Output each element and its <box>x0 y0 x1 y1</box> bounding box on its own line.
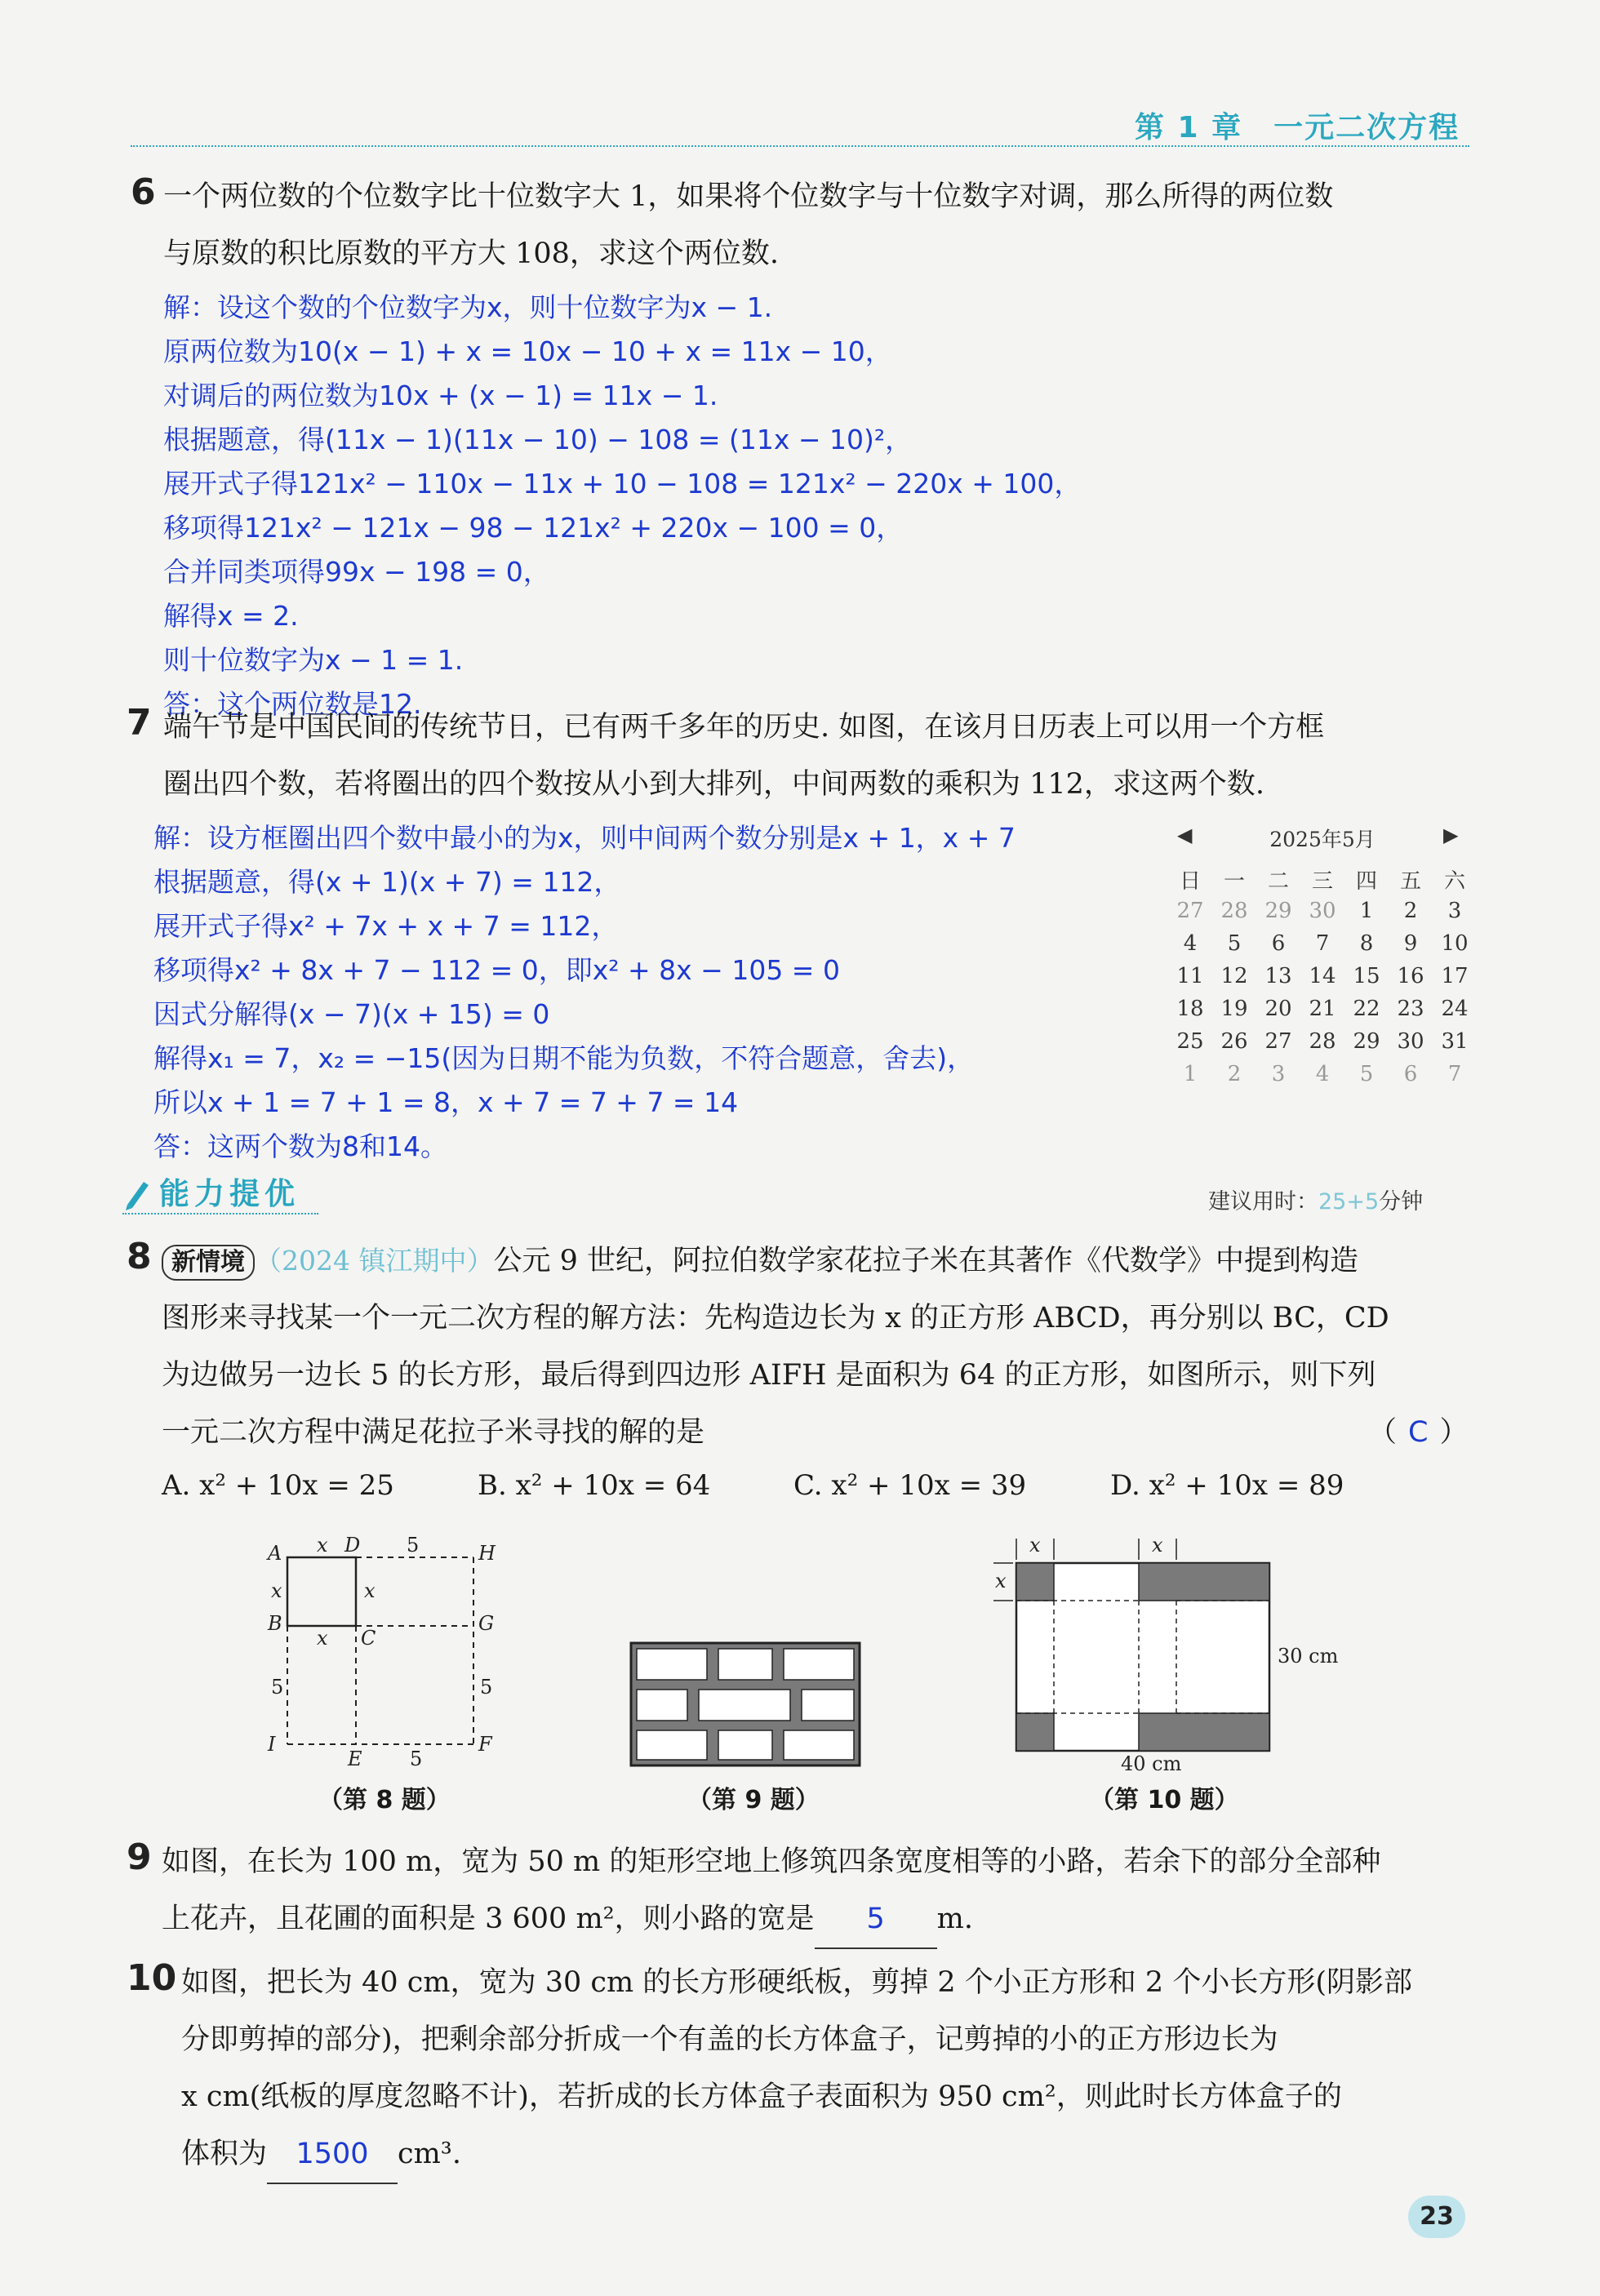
new-situation-badge: 新情境 <box>162 1245 255 1281</box>
calendar-day: 23 <box>1397 997 1424 1021</box>
calendar-day: 5 <box>1359 1062 1374 1086</box>
q8-text-line1-body: 公元 9 世纪，阿拉伯数学家花拉子米在其著作《代数学》中提到构造 <box>493 1245 1359 1277</box>
fig8-label: G <box>478 1612 495 1635</box>
q6-answer-line: 展开式子得121x² − 110x − 11x + 10 − 108 = 121x² − 220x + 100， <box>163 468 1082 500</box>
calendar-day: 9 <box>1403 931 1418 956</box>
calendar-weekday: 五 <box>1399 869 1421 894</box>
calendar-day: 2 <box>1227 1062 1242 1086</box>
q8-choice-c: C. x² + 10x = 39 <box>793 1469 1027 1502</box>
q10-text-line4 <box>181 2125 461 2184</box>
calendar-day: 27 <box>1176 899 1204 923</box>
fig8-label: 5 <box>407 1534 420 1557</box>
figure-10 <box>984 1522 1339 1775</box>
q8-answer-bracket <box>1368 1404 1468 1461</box>
q7-answer-line: 解：设方框圈出四个数中最小的为x，则中间两个数分别是x + 1，x + 7 <box>153 822 1016 854</box>
q6-answer-line: 解：设这个数的个位数字为x，则十位数字为x − 1. <box>163 291 773 323</box>
calendar-weekday: 三 <box>1311 869 1333 894</box>
q8-text-line2: 图形来寻找某一个一元二次方程的解方法：先构造边长为 x 的正方形 ABCD，再分别以 BC，CD <box>162 1302 1389 1335</box>
calendar-day: 21 <box>1309 997 1336 1021</box>
fig8-label: 5 <box>271 1676 284 1699</box>
figure-9 <box>629 1641 865 1771</box>
fig8-label: x <box>317 1627 328 1650</box>
calendar-day: 14 <box>1309 964 1336 988</box>
q9-answer-blank: 5 <box>815 1890 937 1949</box>
calendar-day: 19 <box>1220 997 1248 1021</box>
fig8-label: x <box>317 1534 328 1557</box>
calendar-day: 5 <box>1227 931 1242 956</box>
q6-number: 6 <box>131 171 156 213</box>
calendar-day: 6 <box>1403 1062 1418 1086</box>
q10-text-line1: 如图，把长为 40 cm，宽为 30 cm 的长方形硬纸板，剪掉 2 个小正方形和 2 个小长方形(阴影部 <box>181 1966 1412 1999</box>
q7-text-line1: 端午节是中国民间的传统节日，已有两千多年的历史. 如图，在该月日历表上可以用一个方框 <box>163 711 1325 744</box>
fig8-label: 5 <box>410 1748 423 1770</box>
fig10-width-label: 40 cm <box>1121 1752 1182 1775</box>
q6-text-line2: 与原数的积比原数的平方大 108，求这个两位数. <box>163 238 780 270</box>
fig8-label: 5 <box>480 1676 493 1699</box>
calendar-day: 3 <box>1447 899 1462 923</box>
q8-choice-b: B. x² + 10x = 64 <box>478 1469 711 1502</box>
fig10-caption: （第 10 题） <box>1090 1786 1239 1814</box>
calendar-day: 11 <box>1176 964 1204 988</box>
fig8-label: C <box>361 1627 376 1650</box>
calendar-day: 8 <box>1359 931 1374 956</box>
calendar-day: 18 <box>1176 997 1204 1021</box>
q7-answer-line: 所以x + 1 = 7 + 1 = 8，x + 7 = 7 + 7 = 14 <box>153 1086 739 1118</box>
q6-answer-line: 则十位数字为x − 1 = 1. <box>163 644 464 676</box>
q9-number: 9 <box>127 1836 152 1878</box>
calendar-day: 2 <box>1403 899 1418 923</box>
section-title: 能力提优 <box>159 1176 300 1211</box>
fig8-label: x <box>364 1579 376 1602</box>
fig8-label: I <box>268 1733 276 1756</box>
fig8-square-abcd <box>287 1557 356 1626</box>
q7-text-line2: 圈出四个数，若将圈出的四个数按从小到大排列，中间两数的乘积为 112，求这两个数. <box>163 768 1265 801</box>
q9-text-line2-post: m. <box>936 1903 973 1935</box>
fig8-label: A <box>268 1542 282 1565</box>
fig9-caption: （第 9 题） <box>687 1786 820 1814</box>
q10-text-line4-pre: 体积为 <box>181 2138 268 2170</box>
calendar-day: 30 <box>1309 899 1336 923</box>
calendar-day: 10 <box>1441 931 1469 956</box>
q10-text-line2: 分即剪掉的部分)，把剩余部分折成一个有盖的长方体盒子，记剪掉的小的正方形边长为 <box>181 2023 1278 2056</box>
q8-text-line1 <box>162 1232 1358 1290</box>
calendar-day: 1 <box>1359 899 1374 923</box>
fig8-label: E <box>348 1748 362 1770</box>
header-divider <box>131 145 1469 147</box>
q8-source: （2024 镇江期中） <box>255 1245 494 1277</box>
q8-answer: C <box>1408 1416 1429 1449</box>
calendar-day: 7 <box>1315 931 1330 956</box>
calendar-day: 16 <box>1397 964 1424 988</box>
calendar-day: 17 <box>1441 964 1469 988</box>
time-value: 25+5 <box>1318 1189 1380 1215</box>
suggested-time <box>1208 1184 1423 1215</box>
calendar-day: 7 <box>1447 1062 1462 1086</box>
calendar-next-icon: ▶ <box>1443 824 1459 846</box>
calendar-day: 6 <box>1271 931 1286 956</box>
q6-answer-line: 解得x = 2. <box>163 600 299 632</box>
calendar-day: 24 <box>1441 997 1469 1021</box>
q10-number: 10 <box>127 1957 177 1999</box>
calendar-weekday: 二 <box>1267 869 1289 894</box>
fig8-label: F <box>478 1733 492 1756</box>
calendar-day: 28 <box>1309 1029 1336 1054</box>
fig10-label: x <box>995 1570 1007 1592</box>
fig10-height-label: 30 cm <box>1278 1645 1339 1668</box>
section-divider <box>122 1213 318 1215</box>
calendar-title: 2025年5月 <box>1269 828 1376 851</box>
paren-open: （ <box>1368 1416 1398 1449</box>
calendar-weekday: 日 <box>1179 869 1201 894</box>
q7-answer-line: 解得x₁ = 7，x₂ = −15(因为日期不能为负数，不符合题意，舍去)， <box>153 1042 975 1074</box>
fig8-label: D <box>344 1534 361 1557</box>
q6-answer-line: 原两位数为10(x − 1) + x = 10x − 10 + x = 11x − 10， <box>163 335 892 367</box>
fig10-label: x <box>1152 1534 1163 1557</box>
q8-choice-d: D. x² + 10x = 89 <box>1110 1469 1344 1502</box>
calendar-day: 25 <box>1176 1029 1204 1054</box>
q10-text-line3: x cm(纸板的厚度忽略不计)，若折成的长方体盒子表面积为 950 cm²，则此时长方体盒子的 <box>181 2081 1342 2113</box>
calendar-day: 26 <box>1220 1029 1248 1054</box>
q10-answer-blank: 1500 <box>267 2125 398 2184</box>
calendar-day: 29 <box>1353 1029 1380 1054</box>
q9-text-line2 <box>162 1890 973 1949</box>
q10-text-line4-post: cm³. <box>398 2138 461 2170</box>
calendar-day: 1 <box>1183 1062 1198 1086</box>
figure-8 <box>253 1530 514 1770</box>
fig8-label: x <box>271 1579 282 1602</box>
calendar-day: 3 <box>1271 1062 1286 1086</box>
time-suffix: 分钟 <box>1379 1189 1424 1215</box>
q8-number: 8 <box>127 1236 152 1277</box>
calendar-weekday: 四 <box>1355 869 1377 894</box>
q7-answer-line: 根据题意，得(x + 1)(x + 7) = 112， <box>153 866 621 898</box>
q8-choice-a: A. x² + 10x = 25 <box>162 1469 394 1502</box>
calendar-day: 29 <box>1264 899 1292 923</box>
q6-answer-line: 移项得121x² − 121x − 98 − 121x² + 220x − 100 = 0， <box>163 512 904 544</box>
calendar-day: 4 <box>1315 1062 1330 1086</box>
q6-answer-line: 合并同类项得99x − 198 = 0， <box>163 556 550 588</box>
fig10-label: x <box>1029 1534 1041 1557</box>
calendar-day: 28 <box>1220 899 1248 923</box>
calendar-prev-icon: ◀ <box>1177 824 1193 846</box>
chapter-header: 第 1 章 一元二次方程 <box>1135 111 1460 144</box>
calendar <box>1167 820 1478 1098</box>
calendar-day: 4 <box>1183 931 1198 956</box>
calendar-day: 30 <box>1397 1029 1424 1054</box>
q7-number: 7 <box>127 702 152 744</box>
q7-answer-line: 答：这两个数为8和14。 <box>153 1130 447 1162</box>
q8-text-line4: 一元二次方程中满足花拉子米寻找的解的是 <box>162 1416 705 1449</box>
q6-answer-line: 答：这个两位数是12. <box>163 688 422 720</box>
calendar-day: 27 <box>1264 1029 1292 1054</box>
q9-text-line1: 如图，在长为 100 m，宽为 50 m 的矩形空地上修筑四条宽度相等的小路，若余下的部分全部种 <box>162 1845 1381 1878</box>
fig8-caption: （第 8 题） <box>318 1786 451 1814</box>
q9-text-line2-pre: 上花卉，且花圃的面积是 3 600 m²，则小路的宽是 <box>162 1903 815 1935</box>
calendar-day: 13 <box>1264 964 1292 988</box>
calendar-weekday: 六 <box>1443 869 1465 894</box>
q6-text-line1: 一个两位数的个位数字比十位数字大 1，如果将个位数字与十位数字对调，那么所得的两位数 <box>163 180 1334 213</box>
calendar-day: 15 <box>1353 964 1380 988</box>
q6-answer-line: 对调后的两位数为10x + (x − 1) = 11x − 1. <box>163 380 718 411</box>
time-prefix: 建议用时： <box>1208 1189 1318 1215</box>
pencil-icon <box>122 1175 152 1211</box>
paren-close: ） <box>1439 1416 1469 1449</box>
calendar-day: 31 <box>1441 1029 1469 1054</box>
fig8-label: H <box>478 1542 496 1565</box>
q8-text-line3: 为边做另一边长 5 的长方形，最后得到四边形 AIFH 是面积为 64 的正方形，如图所示，则下列 <box>162 1359 1376 1392</box>
calendar-day: 22 <box>1353 997 1380 1021</box>
calendar-day: 12 <box>1220 964 1248 988</box>
q6-answer-line: 根据题意，得(11x − 1)(11x − 10) − 108 = (11x − 10)²， <box>163 424 913 455</box>
fig8-label: B <box>268 1612 282 1635</box>
calendar-day: 20 <box>1264 997 1292 1021</box>
q7-answer-line: 因式分解得(x − 7)(x + 15) = 0 <box>153 998 550 1030</box>
calendar-weekday: 一 <box>1223 869 1245 894</box>
q7-answer-line: 移项得x² + 8x + 7 − 112 = 0，即x² + 8x − 105 = 0 <box>153 954 840 986</box>
page-number: 23 <box>1408 2196 1465 2238</box>
q7-answer-line: 展开式子得x² + 7x + x + 7 = 112， <box>153 910 619 942</box>
